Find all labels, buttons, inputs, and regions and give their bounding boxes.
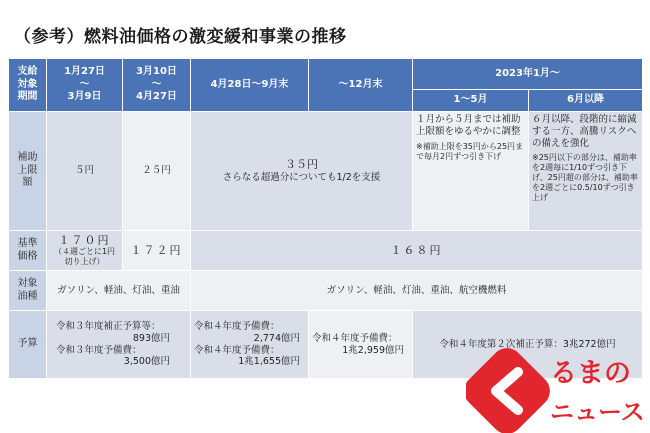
header-period-5b: 6月以降 <box>529 90 643 112</box>
cap-period-5b: ６月以降、段階的に縮減する一方、高騰リスクへの備えを強化 ※25円以下の部分は、補助率を2週毎に1/10ずつ引き下げ、25円超の部分は、補助率を2週ごとに0.5/10ずつ引き上げ <box>529 112 643 231</box>
fuel-period-1-2: ガソリン、軽油、灯油、重油 <box>47 271 191 311</box>
header-period-3: 4月28日～9月末 <box>191 59 309 112</box>
subsidy-table <box>8 58 643 379</box>
header-period-label: 支給 対象 期間 <box>9 59 47 112</box>
base-rest: １６８円 <box>191 231 643 271</box>
row-label-cap: 補助 上限 額 <box>9 112 47 231</box>
row-label-budget: 予算 <box>9 311 47 379</box>
logo-diamond-icon <box>466 342 556 433</box>
header-period-5: 2023年1月～ <box>413 59 643 90</box>
cap-period-5a: １月から５月までは補助上限額をゆるやかに調整 ※補助上限を35円から25円まで毎月2円ずつ引き下げ <box>413 112 529 231</box>
budget-period-5: 令和４年度第２次補正予算：3兆272億円 <box>413 311 643 379</box>
budget-period-4: 令和４年度予備費： 1兆2,959億円 <box>309 311 413 379</box>
budget-period-3: 令和４年度予備費： 2,774億円 令和４年度予備費： 1兆1,655億円 <box>191 311 309 379</box>
budget-period-1-2: 令和３年度補正予算等： 893億円 令和３年度予備費： 3,500億円 <box>47 311 191 379</box>
cap-period-3-4: ３５円 さらなる超過分についても1/2を支援 <box>191 112 413 231</box>
base-period-1: １７０円 （４週ごとに1円切り上げ） <box>47 231 123 271</box>
logo-text-line2: ニュース <box>550 398 645 426</box>
header-period-1: 1月27日 ～ 3月9日 <box>47 59 123 112</box>
cap-period-2: ２５円 <box>123 112 191 231</box>
page-title: （参考）燃料油価格の激変緩和事業の推移 <box>14 27 347 47</box>
kurumanonews-logo <box>466 340 650 433</box>
logo-text-line1: るまの <box>550 358 631 389</box>
header-period-5a: 1～5月 <box>413 90 529 112</box>
header-period-2: 3月10日 ～ 4月27日 <box>123 59 191 112</box>
fuel-rest: ガソリン、軽油、灯油、重油、航空機燃料 <box>191 271 643 311</box>
base-period-2: １７２円 <box>123 231 191 271</box>
header-period-4: ～12月末 <box>309 59 413 112</box>
cap-period-1: ５円 <box>47 112 123 231</box>
row-label-base-price: 基準 価格 <box>9 231 47 271</box>
row-label-fuel-type: 対象 油種 <box>9 271 47 311</box>
